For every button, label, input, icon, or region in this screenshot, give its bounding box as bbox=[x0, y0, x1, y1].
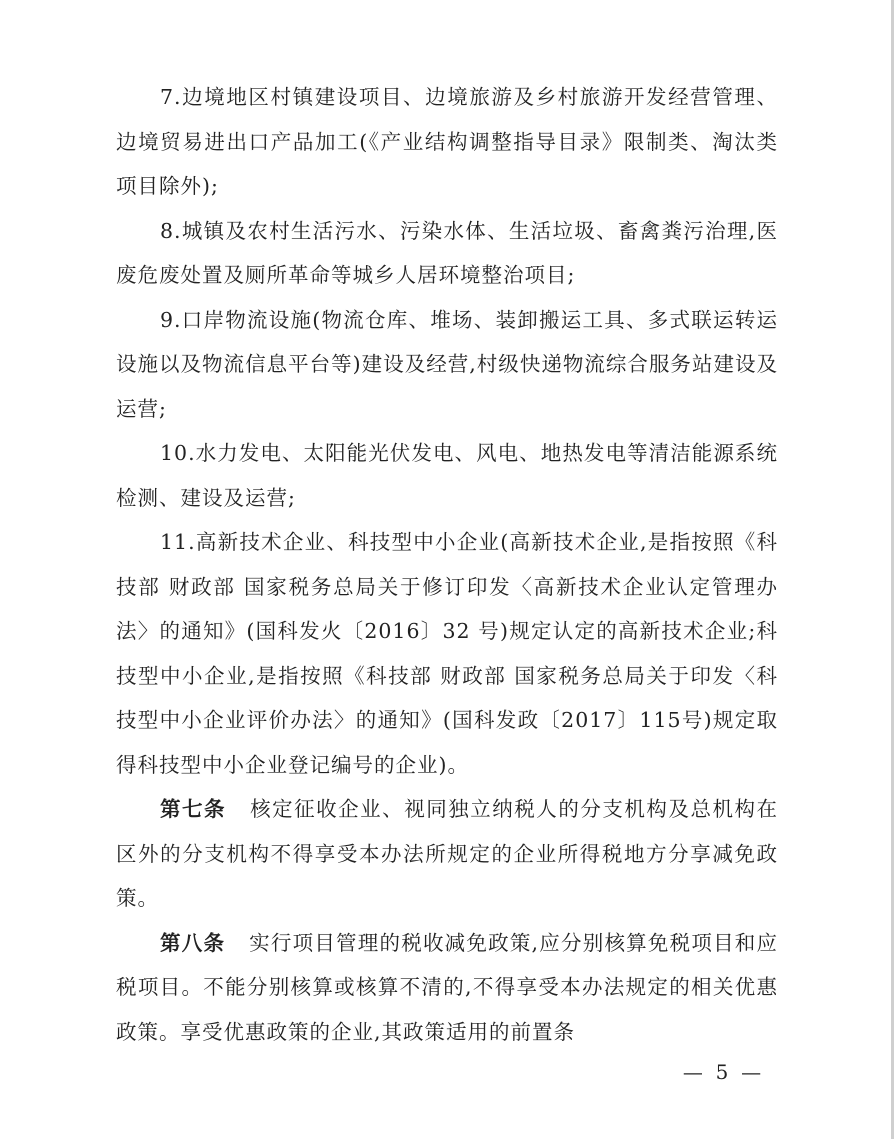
article-8 bbox=[116, 921, 778, 1055]
article-8-body: 实行项目管理的税收减免政策,应分别核算免税项目和应税项目。不能分别核算或核算不清的,不得享受本办法规定的相关优惠政策。享受优惠政策的企业,其政策适用的前置条 bbox=[116, 930, 779, 1044]
document-body bbox=[116, 75, 778, 1054]
list-item-10: 10.水力发电、太阳能光伏发电、风电、地热发电等清洁能源系统检测、建设及运营; bbox=[116, 441, 778, 510]
list-item-8: 8.城镇及农村生活污水、污染水体、生活垃圾、畜禽粪污治理,医废危废处置及厕所革命等城乡人居环境整治项目; bbox=[116, 218, 778, 287]
page-number: — 5 — bbox=[682, 1060, 762, 1084]
list-item-11: 11.高新技术企业、科技型中小企业(高新技术企业,是指按照《科技部 财政部 国家税务总局关于修订印发〈高新技术企业认定管理办法〉的通知》(国科发火〔2016〕32 号)规定认定的高新技术企业;科技型中小企业,是指按照《科技部 财政部 国家税务总局关于印发〈科技型中小企业评价办法〉的通知》(国科发政〔2017〕115号)规定取得科技型中小企业登记编号的企业)。 bbox=[116, 530, 778, 777]
list-item-9: 9.口岸物流设施(物流仓库、堆场、装卸搬运工具、多式联运转运设施以及物流信息平台等)建设及经营,村级快递物流综合服务站建设及运营; bbox=[116, 307, 778, 421]
article-7-body: 核定征收企业、视同独立纳税人的分支机构及总机构在区外的分支机构不得享受本办法所规定的企业所得税地方分享减免政策。 bbox=[116, 797, 779, 910]
article-7 bbox=[116, 787, 778, 921]
list-item-7: 7.边境地区村镇建设项目、边境旅游及乡村旅游开发经营管理、边境贸易进出口产品加工(《产业结构调整指导目录》限制类、淘汰类项目除外); bbox=[116, 85, 778, 198]
article-8-heading: 第八条 bbox=[160, 930, 226, 955]
article-7-heading: 第七条 bbox=[160, 797, 227, 821]
